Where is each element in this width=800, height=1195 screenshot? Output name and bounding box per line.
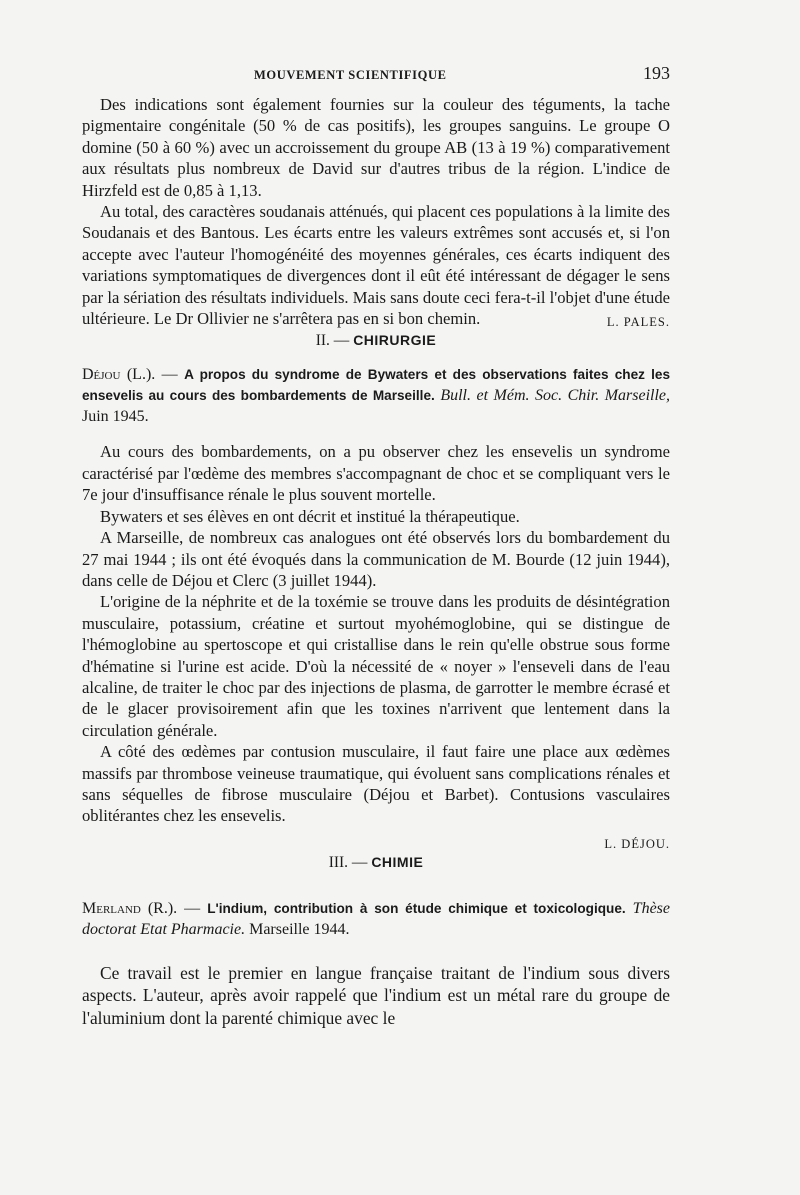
section-title: CHIMIE — [371, 853, 424, 870]
running-title: MOUVEMENT SCIENTIFIQUE — [254, 68, 447, 82]
bibliographic-reference — [82, 364, 670, 427]
signature: L. DÉJOU. — [604, 836, 670, 851]
ref-date: Marseille 1944. — [245, 920, 350, 938]
signature: L. PALES. — [606, 315, 670, 330]
ref-dash: — — [177, 899, 208, 917]
paragraph: A Marseille, de nombreux cas analogues ont été observés lors du bombardement du 27 mai 1944 ; ils ont été évoqués dans la communication de M. Bourde (12 juin 1944), dans celle de Déjou et Clerc (3 juillet 1944). — [82, 528, 670, 590]
ref-source: Thèse doctorat Etat Pharmacie. — [82, 899, 671, 938]
paragraph: Au total, des caractères soudanais atténués, qui placent ces populations à la limite des Soudanais et des Bantous. Les écarts entre les valeurs extrêmes sont accusés et, si l'on accepte avec l'auteur l'homogénéité des moyennes générales, ces écarts indiquent des variations symptomatiques de divergences dont il eût été intéressant de dégager le sens par la sériation des résultats individuels. Mais sans doute ceci fera-t-il l'objet d'une étude ultérieure. Le Dr Ollivier ne s'arrêtera pas en si bon chemin. — [82, 202, 670, 329]
paragraph: L'origine de la néphrite et de la toxémie se trouve dans les produits de désintégration musculaire, potassium, créatine et surtout myohémoglobine, qui se distingue de l'hémoglobine au spertoscope et qui cristallise dans le rein qu'elle obstrue sous forme d'hématine si l'urine est acide. D'où la nécessité de « noyer » l'enseveli dans de l'eau alcaline, de traiter le choc par des injections de plasma, de garrotter le membre écrasé et de le glacer provisoirement afin que les toxines n'arrivent que lentement dans la circulation générale. — [82, 592, 670, 740]
ref-title: A propos du syndrome de Bywaters et des observations faites chez les ensevelis au cours des bombardements de Marseille. — [82, 367, 671, 404]
ref-date: Juin 1945. — [82, 408, 149, 426]
ref-source: Bull. et Mém. Soc. Chir. Marseille, — [440, 387, 671, 405]
ref-author: Merland (R.). — [82, 899, 178, 917]
page-number: 193 — [643, 63, 670, 83]
section-heading — [82, 332, 670, 350]
section-heading — [82, 854, 670, 872]
paragraph: A côté des œdèmes par contusion musculaire, il faut faire une place aux œdèmes massifs par thrombose veineuse traumatique, qui évoluent sans complications rénales et sans séquelles de fibrose musculaire (Déjou et Barbet). Contusions vasculaires oblitérantes chez les ensevelis. — [82, 742, 670, 826]
ref-author: Déjou (L.). — [82, 366, 156, 384]
section-number: II. — — [315, 332, 350, 350]
section-title: CHIRURGIE — [353, 332, 437, 349]
paragraph: Au cours des bombardements, on a pu observer chez les ensevelis un syndrome caractérisé par l'œdème des membres s'accompagnant de choc et se compliquant vers le 7e jour d'insuffisance rénale le plus souvent mortelle. — [82, 442, 670, 505]
paragraph: Des indications sont également fournies sur la couleur des téguments, la tache pigmentaire congénitale (50 % de cas positifs), les groupes sanguins. Le groupe O domine (50 à 60 %) avec un accroissement du groupe AB (13 à 19 %) comparativement aux résultats plus nombreux de David sur d'autres tribus de la région. L'indice de Hirzfeld est de 0,85 à 1,13. — [82, 95, 670, 200]
journal-page — [82, 60, 670, 1029]
bibliographic-reference — [82, 898, 670, 940]
running-head — [82, 60, 670, 84]
ref-dash: — — [155, 366, 185, 384]
ref-title: L'indium, contribution à son étude chimique et toxicologique. — [207, 900, 626, 916]
paragraph: Ce travail est le premier en langue française traitant de l'indium sous divers aspects. L'auteur, après avoir rappelé que l'indium est un métal rare du groupe de l'aluminium dont la parenté chimique avec le — [82, 962, 670, 1028]
paragraph: Bywaters et ses élèves en ont décrit et institué la thérapeutique. — [100, 506, 520, 526]
section-number: III. — — [328, 853, 368, 871]
